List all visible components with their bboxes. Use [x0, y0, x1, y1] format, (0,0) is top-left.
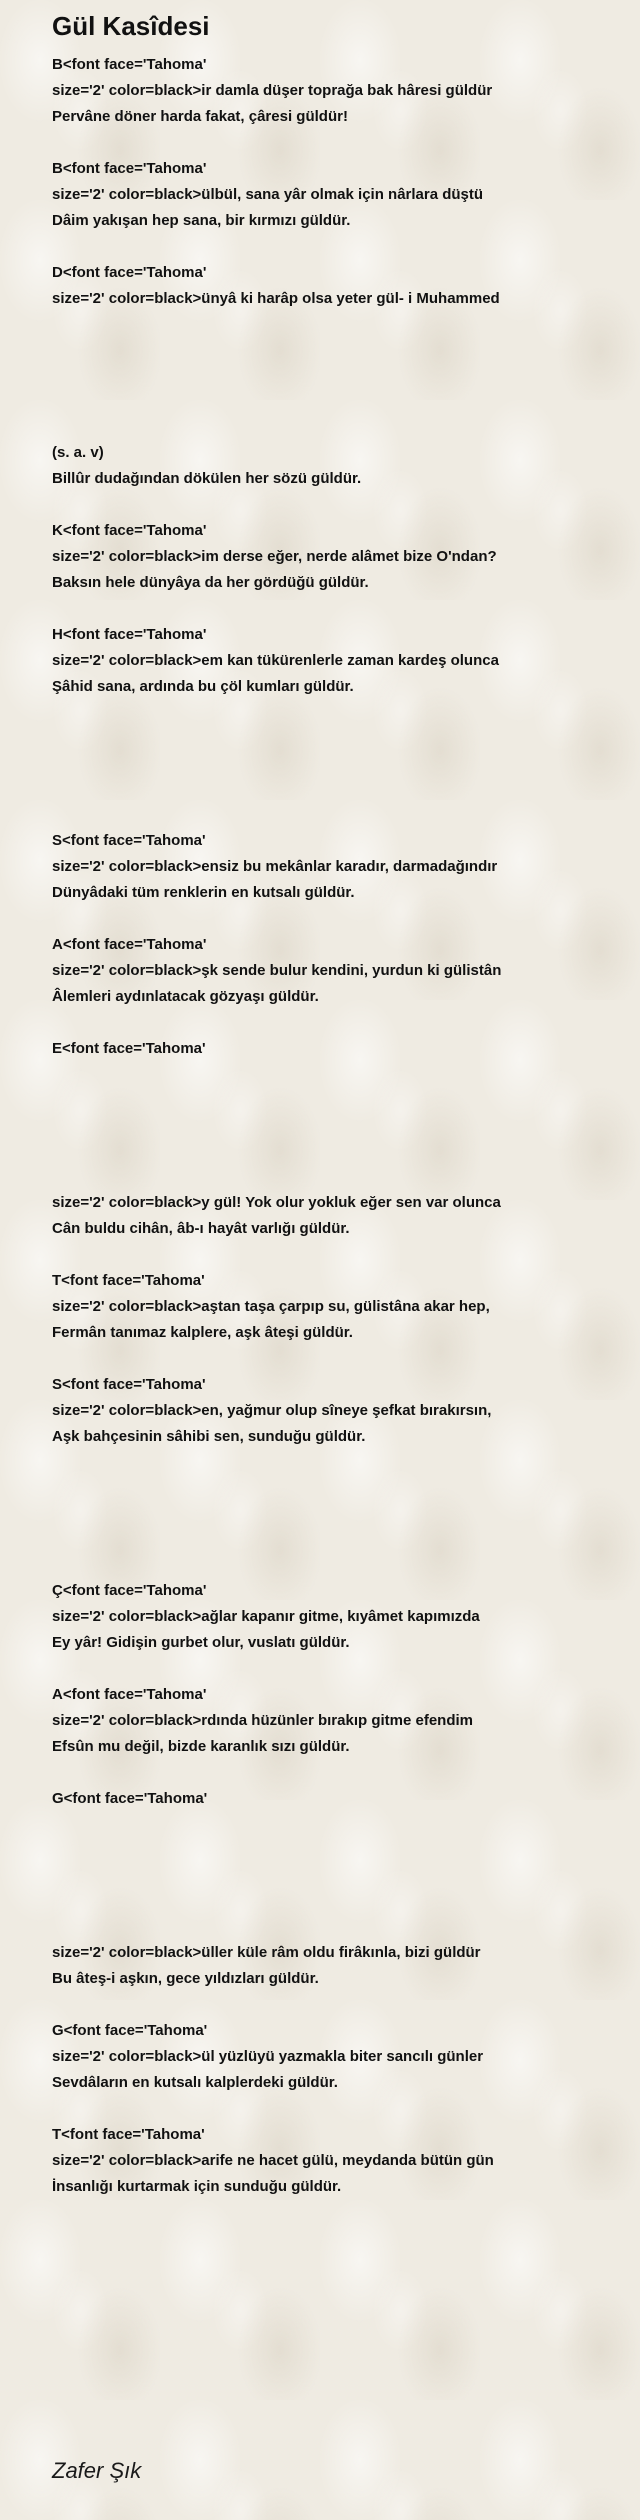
- poem-line: size='2' color=black>şk sende bulur kendini, yurdun ki gülistân: [52, 962, 502, 979]
- poem-line: T<font face='Tahoma': [52, 2126, 205, 2143]
- stanza: [52, 2122, 612, 2200]
- poem-line: size='2' color=black>rdında hüzünler bırakıp gitme efendim: [52, 1712, 474, 1729]
- poem-line: S<font face='Tahoma': [52, 1376, 206, 1393]
- stanza: [52, 260, 612, 312]
- poem-line: size='2' color=black>em kan tükürenlerle zaman kardeş olunca: [52, 652, 499, 669]
- poem-line: size='2' color=black>ülbül, sana yâr olmak için nârlara düştü: [52, 186, 484, 203]
- poem-line: Âlemleri aydınlatacak gözyaşı güldür.: [52, 988, 319, 1005]
- stanza: [52, 2018, 612, 2096]
- stanza: [52, 1682, 612, 1760]
- stanza: [52, 1578, 612, 1656]
- poem-line: size='2' color=black>ir damla düşer toprağa bak hâresi güldür: [52, 82, 493, 99]
- poem-line: S<font face='Tahoma': [52, 832, 206, 849]
- poem-line: G<font face='Tahoma': [52, 2022, 208, 2039]
- poem-line: D<font face='Tahoma': [52, 264, 207, 281]
- stanza: [52, 932, 612, 1010]
- stanza: [52, 1940, 612, 1992]
- poem-line: K<font face='Tahoma': [52, 522, 207, 539]
- stanza: [52, 1372, 612, 1450]
- poem-line: Fermân tanımaz kalplere, aşk âteşi güldür.: [52, 1324, 353, 1341]
- poem-line: E<font face='Tahoma': [52, 1040, 206, 1057]
- poem-line: Baksın hele dünyâya da her gördüğü güldür.: [52, 574, 369, 591]
- poem-line: İnsanlığı kurtarmak için sunduğu güldür.: [52, 2178, 342, 2195]
- poem-line: size='2' color=black>y gül! Yok olur yokluk eğer sen var olunca: [52, 1194, 501, 1211]
- poem-line: T<font face='Tahoma': [52, 1272, 205, 1289]
- poem-line: H<font face='Tahoma': [52, 626, 207, 643]
- stanza: [52, 1190, 612, 1242]
- poem-line: size='2' color=black>en, yağmur olup sîneye şefkat bırakırsın,: [52, 1402, 492, 1419]
- stanza: [52, 518, 612, 596]
- poem-line: size='2' color=black>üller küle râm oldu firâkınla, bizi güldür: [52, 1944, 481, 1961]
- stanza: [52, 156, 612, 234]
- poem-line: A<font face='Tahoma': [52, 1686, 207, 1703]
- stanza: [52, 1786, 612, 1812]
- poem-line: A<font face='Tahoma': [52, 936, 207, 953]
- poem-line: size='2' color=black>aştan taşa çarpıp su, gülistâna akar hep,: [52, 1298, 490, 1315]
- stanza: [52, 1036, 612, 1062]
- stanza: [52, 622, 612, 700]
- poem-line: Dünyâdaki tüm renklerin en kutsalı güldür.: [52, 884, 355, 901]
- poem-body: [52, 52, 612, 2226]
- poem-line: Ç<font face='Tahoma': [52, 1582, 207, 1599]
- poem-line: size='2' color=black>ensiz bu mekânlar karadır, darmadağındır: [52, 858, 498, 875]
- poem-author: Zafer Şık: [52, 2458, 142, 2483]
- poem-line: size='2' color=black>ünyâ ki harâp olsa yeter gül- i Muhammed: [52, 290, 500, 307]
- poem-line: Efsûn mu değil, bizde karanlık sızı güldür.: [52, 1738, 350, 1755]
- poem-line: Bu âteş-i aşkın, gece yıldızları güldür.: [52, 1970, 319, 1987]
- poem-line: Billûr dudağından dökülen her sözü güldür.: [52, 470, 362, 487]
- poem-line: G<font face='Tahoma': [52, 1790, 208, 1807]
- poem-line: Aşk bahçesinin sâhibi sen, sunduğu güldür.: [52, 1428, 366, 1445]
- stanza: [52, 52, 612, 130]
- poem-title: Gül Kasîdesi: [52, 11, 210, 41]
- poem-line: Pervâne döner harda fakat, çâresi güldür!: [52, 108, 348, 125]
- poem-line: Cân buldu cihân, âb-ı hayât varlığı güldür.: [52, 1220, 350, 1237]
- poem-line: size='2' color=black>arife ne hacet gülü, meydanda bütün gün: [52, 2152, 494, 2169]
- poem-line: size='2' color=black>ül yüzlüyü yazmakla biter sancılı günler: [52, 2048, 484, 2065]
- poem-line: B<font face='Tahoma': [52, 56, 207, 73]
- stanza: [52, 440, 612, 492]
- poem-line: Şâhid sana, ardında bu çöl kumları güldür.: [52, 678, 354, 695]
- poem-line: Ey yâr! Gidişin gurbet olur, vuslatı güldür.: [52, 1634, 350, 1651]
- stanza: [52, 1268, 612, 1346]
- poem-line: (s. a. v): [52, 444, 104, 461]
- poem-line: Sevdâların en kutsalı kalplerdeki güldür.: [52, 2074, 338, 2091]
- poem-line: B<font face='Tahoma': [52, 160, 207, 177]
- poem-line: Dâim yakışan hep sana, bir kırmızı güldür.: [52, 212, 351, 229]
- poem-line: size='2' color=black>im derse eğer, nerde alâmet bize O'ndan?: [52, 548, 497, 565]
- stanza: [52, 828, 612, 906]
- poem-line: size='2' color=black>ağlar kapanır gitme, kıyâmet kapımızda: [52, 1608, 480, 1625]
